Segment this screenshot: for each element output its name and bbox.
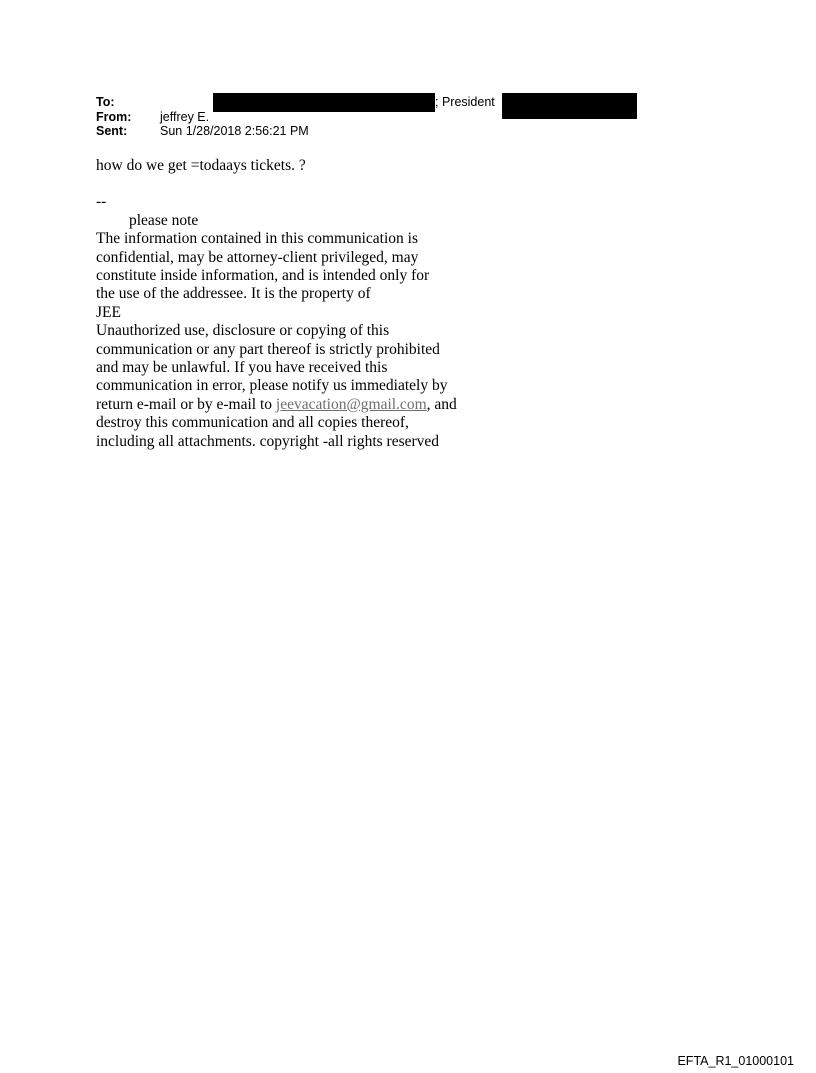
disclaimer-line: communication in error, please notify us immediately by: [96, 377, 448, 395]
email-link[interactable]: jeevacation@gmail.com: [275, 395, 427, 413]
from-value: jeffrey E.: [160, 109, 210, 124]
note-heading: please note: [129, 211, 199, 229]
document-id: EFTA_R1_01000101: [677, 1054, 794, 1068]
disclaimer-line: communication or any part thereof is strictly prohibited: [96, 340, 440, 358]
email-line-suffix: , and: [426, 395, 457, 413]
spacer: [96, 175, 516, 193]
redaction-box: [502, 93, 637, 119]
disclaimer-line: the use of the addressee. It is the property of: [96, 285, 371, 303]
disclaimer-line: The information contained in this communication is: [96, 230, 418, 248]
disclaimer-line: Unauthorized use, disclosure or copying of this: [96, 322, 390, 340]
to-separator: ; President: [435, 95, 495, 109]
disclaimer-email-line: [96, 396, 516, 414]
message-text: how do we get =todaays tickets. ?: [96, 157, 306, 174]
redaction-box: [213, 93, 435, 112]
closing-line: including all attachments. copyright -all rights reserved: [96, 432, 440, 450]
disclaimer-line: and may be unlawful. If you have received this: [96, 359, 388, 377]
from-label: From:: [96, 109, 132, 124]
to-label: To:: [96, 95, 115, 109]
to-value: [160, 95, 640, 109]
closing-line: destroy this communication and all copies thereof,: [96, 414, 409, 432]
signature-dash: --: [96, 193, 107, 211]
email-body: [96, 157, 516, 451]
disclaimer-line: constitute inside information, and is intended only for: [96, 267, 430, 285]
disclaimer-line: JEE: [96, 303, 121, 321]
email-line-prefix: return e-mail or by e-mail to: [96, 395, 276, 413]
disclaimer-line: confidential, may be attorney-client privileged, may: [96, 248, 419, 266]
sent-value: Sun 1/28/2018 2:56:21 PM: [160, 124, 309, 138]
sent-label: Sent:: [96, 124, 128, 138]
